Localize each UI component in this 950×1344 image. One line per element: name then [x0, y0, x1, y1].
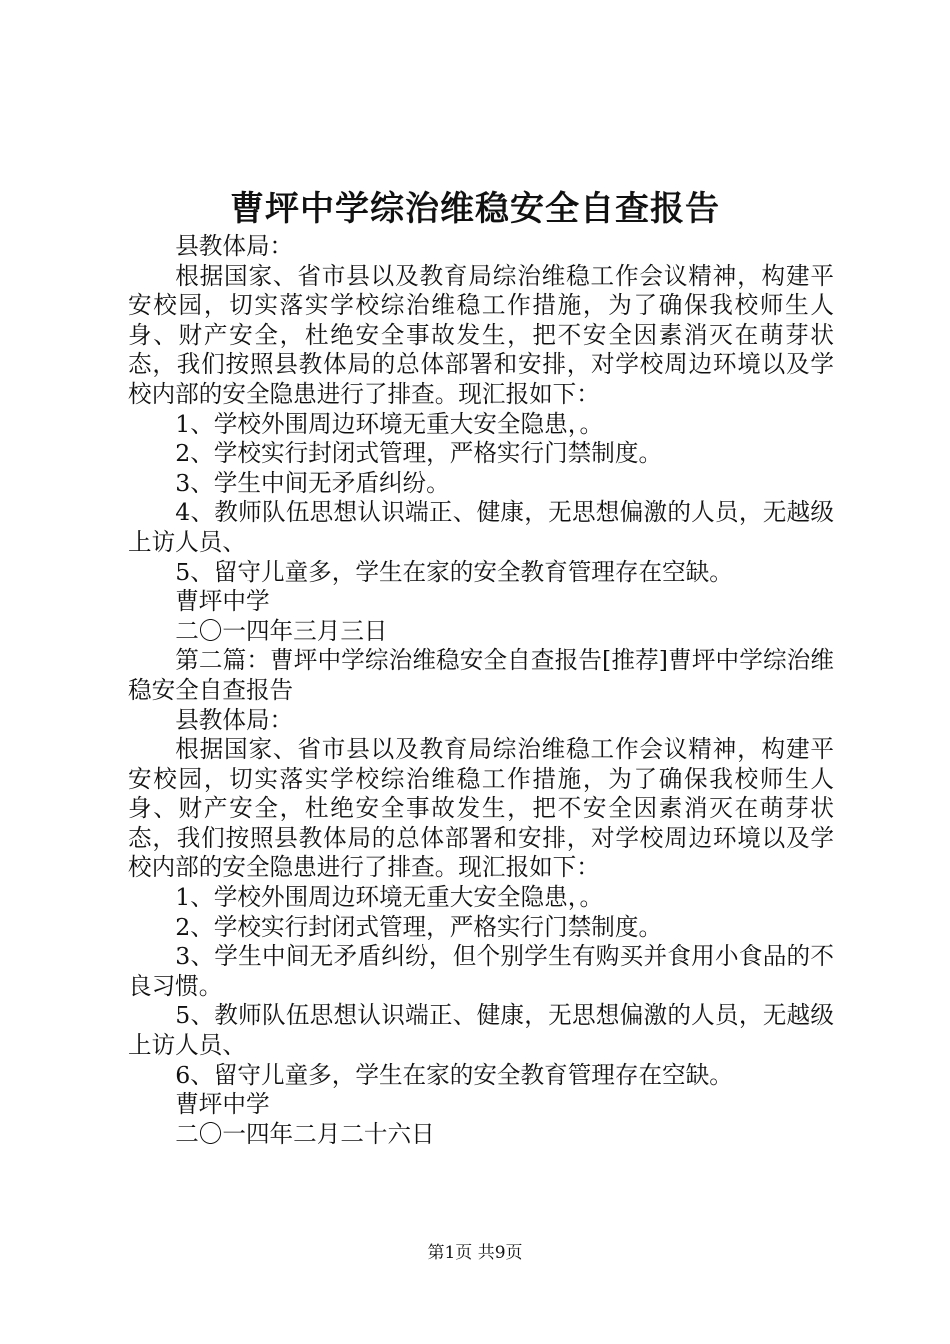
paragraph-item-2-3: 3、学生中间无矛盾纠纷，但个别学生有购买并食用小食品的不良习惯。 [128, 942, 834, 1000]
paragraph-intro-2: 根据国家、省市县以及教育局综治维稳工作会议精神，构建平安校园，切实落实学校综治维稳工作措施，为了确保我校师生人身、财产安全，杜绝安全事故发生，把不安全因素消灭在萌芽状态，我们按照县教体局的总体部署和安排，对学校周边环境以及学校内部的安全隐患进行了排查。现汇报如下： [128, 735, 834, 882]
paragraph-date-1: 二〇一四年三月三日 [175, 616, 388, 645]
paragraph-signature-1: 曹坪中学 [175, 587, 270, 616]
paragraph-item-5: 5、留守儿童多，学生在家的安全教育管理存在空缺。 [175, 557, 733, 586]
paragraph-item-3: 3、学生中间无矛盾纠纷。 [175, 468, 450, 497]
paragraph-item-2: 2、学校实行封闭式管理，严格实行门禁制度。 [175, 439, 663, 468]
paragraph-date-2: 二〇一四年二月二十六日 [175, 1119, 435, 1148]
page-footer: 第1页 共9页 [427, 1243, 523, 1263]
document-body [128, 232, 834, 1149]
paragraph-signature-2: 曹坪中学 [175, 1090, 270, 1119]
paragraph-item-4: 4、教师队伍思想认识端正、健康，无思想偏激的人员，无越级上访人员、 [128, 498, 834, 556]
paragraph-item-2-2: 2、学校实行封闭式管理，严格实行门禁制度。 [175, 912, 663, 941]
paragraph-intro-1: 根据国家、省市县以及教育局综治维稳工作会议精神，构建平安校园，切实落实学校综治维稳工作措施，为了确保我校师生人身、财产安全，杜绝安全事故发生，把不安全因素消灭在萌芽状态，我们按照县教体局的总体部署和安排，对学校周边环境以及学校内部的安全隐患进行了排查。现汇报如下： [128, 261, 834, 408]
paragraph-second-heading: 第二篇：曹坪中学综治维稳安全自查报告[推荐]曹坪中学综治维稳安全自查报告 [128, 646, 834, 704]
paragraph-item-2-1: 1、学校外围周边环境无重大安全隐患，。 [175, 883, 604, 912]
document-title: 曹坪中学综治维稳安全自查报告 [230, 189, 720, 229]
paragraph-item-2-5: 5、教师队伍思想认识端正、健康，无思想偏激的人员，无越级上访人员、 [128, 1001, 834, 1060]
paragraph-addressee-2: 县教体局： [175, 705, 294, 734]
paragraph-item-1: 1、学校外围周边环境无重大安全隐患，。 [175, 409, 604, 438]
paragraph-item-2-6: 6、留守儿童多，学生在家的安全教育管理存在空缺。 [175, 1060, 733, 1089]
paragraph-addressee-1: 县教体局： [175, 232, 294, 260]
